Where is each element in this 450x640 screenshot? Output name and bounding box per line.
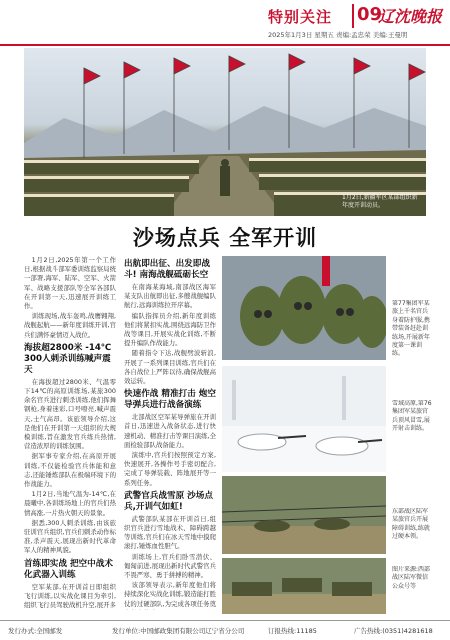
photo-caption-3: 东部战区陆军某旅官兵开展障碍训练,练就过硬本领。: [392, 508, 430, 541]
paragraph: 随着指令下达,战舰劈波斩浪,开展了一系列课目训练,官兵们在各自战位上严阵以待,确保战舰高效运转。: [124, 349, 216, 386]
page-number: 09: [352, 4, 372, 28]
hero-caption: 1月2日,新疆军区某部组织新年度开训动员。: [342, 194, 418, 209]
paragraph: 在南海某海域,南部战区海军某支队出航即出征,多艘战舰编队航行,远海训练拉开序幕。: [124, 283, 216, 310]
section-tag: 特别关注: [268, 8, 333, 26]
subheading: 海拔超2800米 -14℃ 300人刺杀训练喊声震天: [24, 342, 112, 375]
obstacle-illustration: [222, 476, 386, 554]
paragraph: 据悉,300人刺杀训练,由该旅驻训官兵组织,官兵们刺杀动作标准,杀声震天,展现出新时代革命军人的精神风貌。: [24, 518, 116, 555]
subheading: 出航即出征、出发即战斗! 南海战舰砥砺长空: [124, 259, 210, 280]
photo-caption-4: 图片来源:西部战区陆军微信公众号等: [392, 566, 431, 590]
subheading: 武警官兵战雪原 沙场点兵,开训气如虹!: [124, 490, 213, 512]
page-header: [0, 0, 450, 46]
footer-ad-hotline: 广告热线:(0351)4281618: [354, 627, 433, 635]
subheading: 首练即实战 把空中战术化武器入训练: [24, 558, 113, 580]
paragraph: 武警部队某部在开训首日,组织官兵进行雪地战术、障碍跨越等训练,官兵们在冰天雪地中摸爬滚打,锤炼血性胆气。: [124, 514, 216, 551]
paragraph: 北部战区空军某导弹旅在开训首日,迅速进入战备状态,进行快速机动、精准打击等课目演练,全面检验部队战备能力。: [124, 413, 216, 449]
paragraph: 该部领导表示,新年度他们将持续深化实战化训练,锻造能打胜仗的过硬部队,为完成各项任务奠: [124, 581, 216, 608]
paragraph: 在海拔超过2800米、气温零下14℃的高原训练场,某旅300余名官兵进行刺杀训练,他们挥舞钢枪,身着迷彩,口号嘹亮,喊声震天,士气高昂。该旅领导介绍,这是他们在开训第一天组织的大规模训练,旨在激发官兵练兵热情,营造浓厚的训练氛围。: [24, 377, 116, 451]
parade-illustration: [24, 48, 426, 216]
paragraph: 训练现场,战车轰鸣,战鹰翱翔,战舰起航——新年度训练开训,官兵们满怀豪情迈入战位。: [24, 312, 116, 339]
footer-distribution: 发行办式:全国邮发: [8, 627, 63, 635]
paragraph: 1月2日,当地气温为-14℃,在晨曦中,各训练场地上的官兵们热情高涨,一片热火朝天的景象。: [24, 490, 116, 517]
article-column-2: [124, 256, 216, 610]
article-column-1: [24, 256, 116, 610]
masthead-logo: 辽沈晚报: [378, 7, 443, 26]
paragraph: 1月2日,2025年第一个工作日,根据战斗部军委训练监察局统一部署,海军、陆军、空军、火箭军、战略支援部队等全军各部队在开训第一天,迅速展开训练工作。: [24, 256, 116, 311]
photo-caption-2: 雪域高原,第76集团军某旅官兵顶风冒雪,展开射击训练。: [392, 400, 432, 433]
paragraph: 演练中,官兵们按照预定方案,快速展开,各操作号手密切配合,完成了导弹装载、阵地展开等一系列任务。: [124, 451, 216, 487]
photo-tank-column: [222, 558, 386, 614]
photo-gas-masks: [222, 256, 386, 360]
snow-shooting-illustration: [222, 366, 386, 472]
hero-photo: [24, 48, 426, 216]
tank-column-illustration: [222, 558, 386, 614]
footer-publisher: 发行单位:中国邮政集团有限公司辽宁省分公司: [112, 627, 245, 635]
page-title: 沙场点兵 全军开训: [132, 226, 318, 250]
page-footer: [0, 620, 450, 640]
paragraph: 训练场上,官兵们卧雪潜伏、匍匐前进,展现出新时代武警官兵不畏严寒、勇于拼搏的精神。: [124, 552, 216, 580]
paragraph: 编队指挥员介绍,新年度训练他们将紧扣实战,围绕远海防卫作战等课目,开展实战化训练,不断提升编队作战能力。: [124, 311, 216, 348]
photo-caption-1: 第77集团军某旅上千名官兵身着防护服,携带装备赶赴训练场,开展新年度第一课训练。: [392, 300, 430, 358]
photo-obstacle-training: [222, 476, 386, 554]
gas-mask-illustration: [222, 256, 386, 360]
subheading: 快速作战 精准打击 炮空导弹兵进行战备演练: [124, 389, 216, 411]
header-meta: 2025年1月3日 星期五 责编:孟忠荣 美编:王曼明: [268, 31, 408, 39]
paragraph: 据军事专家介绍,在高原开展训练,不仅能检验官兵体能和意志,还能锤炼部队在极端环境下的作战能力。: [24, 452, 116, 489]
footer-subscription: 订报热线:11185: [268, 627, 317, 635]
photo-snow-shooting: [222, 366, 386, 472]
paragraph: 空军某部,在开训首日即组织飞行训练,以实战化课目为牵引,组织飞行员驾驶战机升空,展开多: [24, 582, 116, 610]
